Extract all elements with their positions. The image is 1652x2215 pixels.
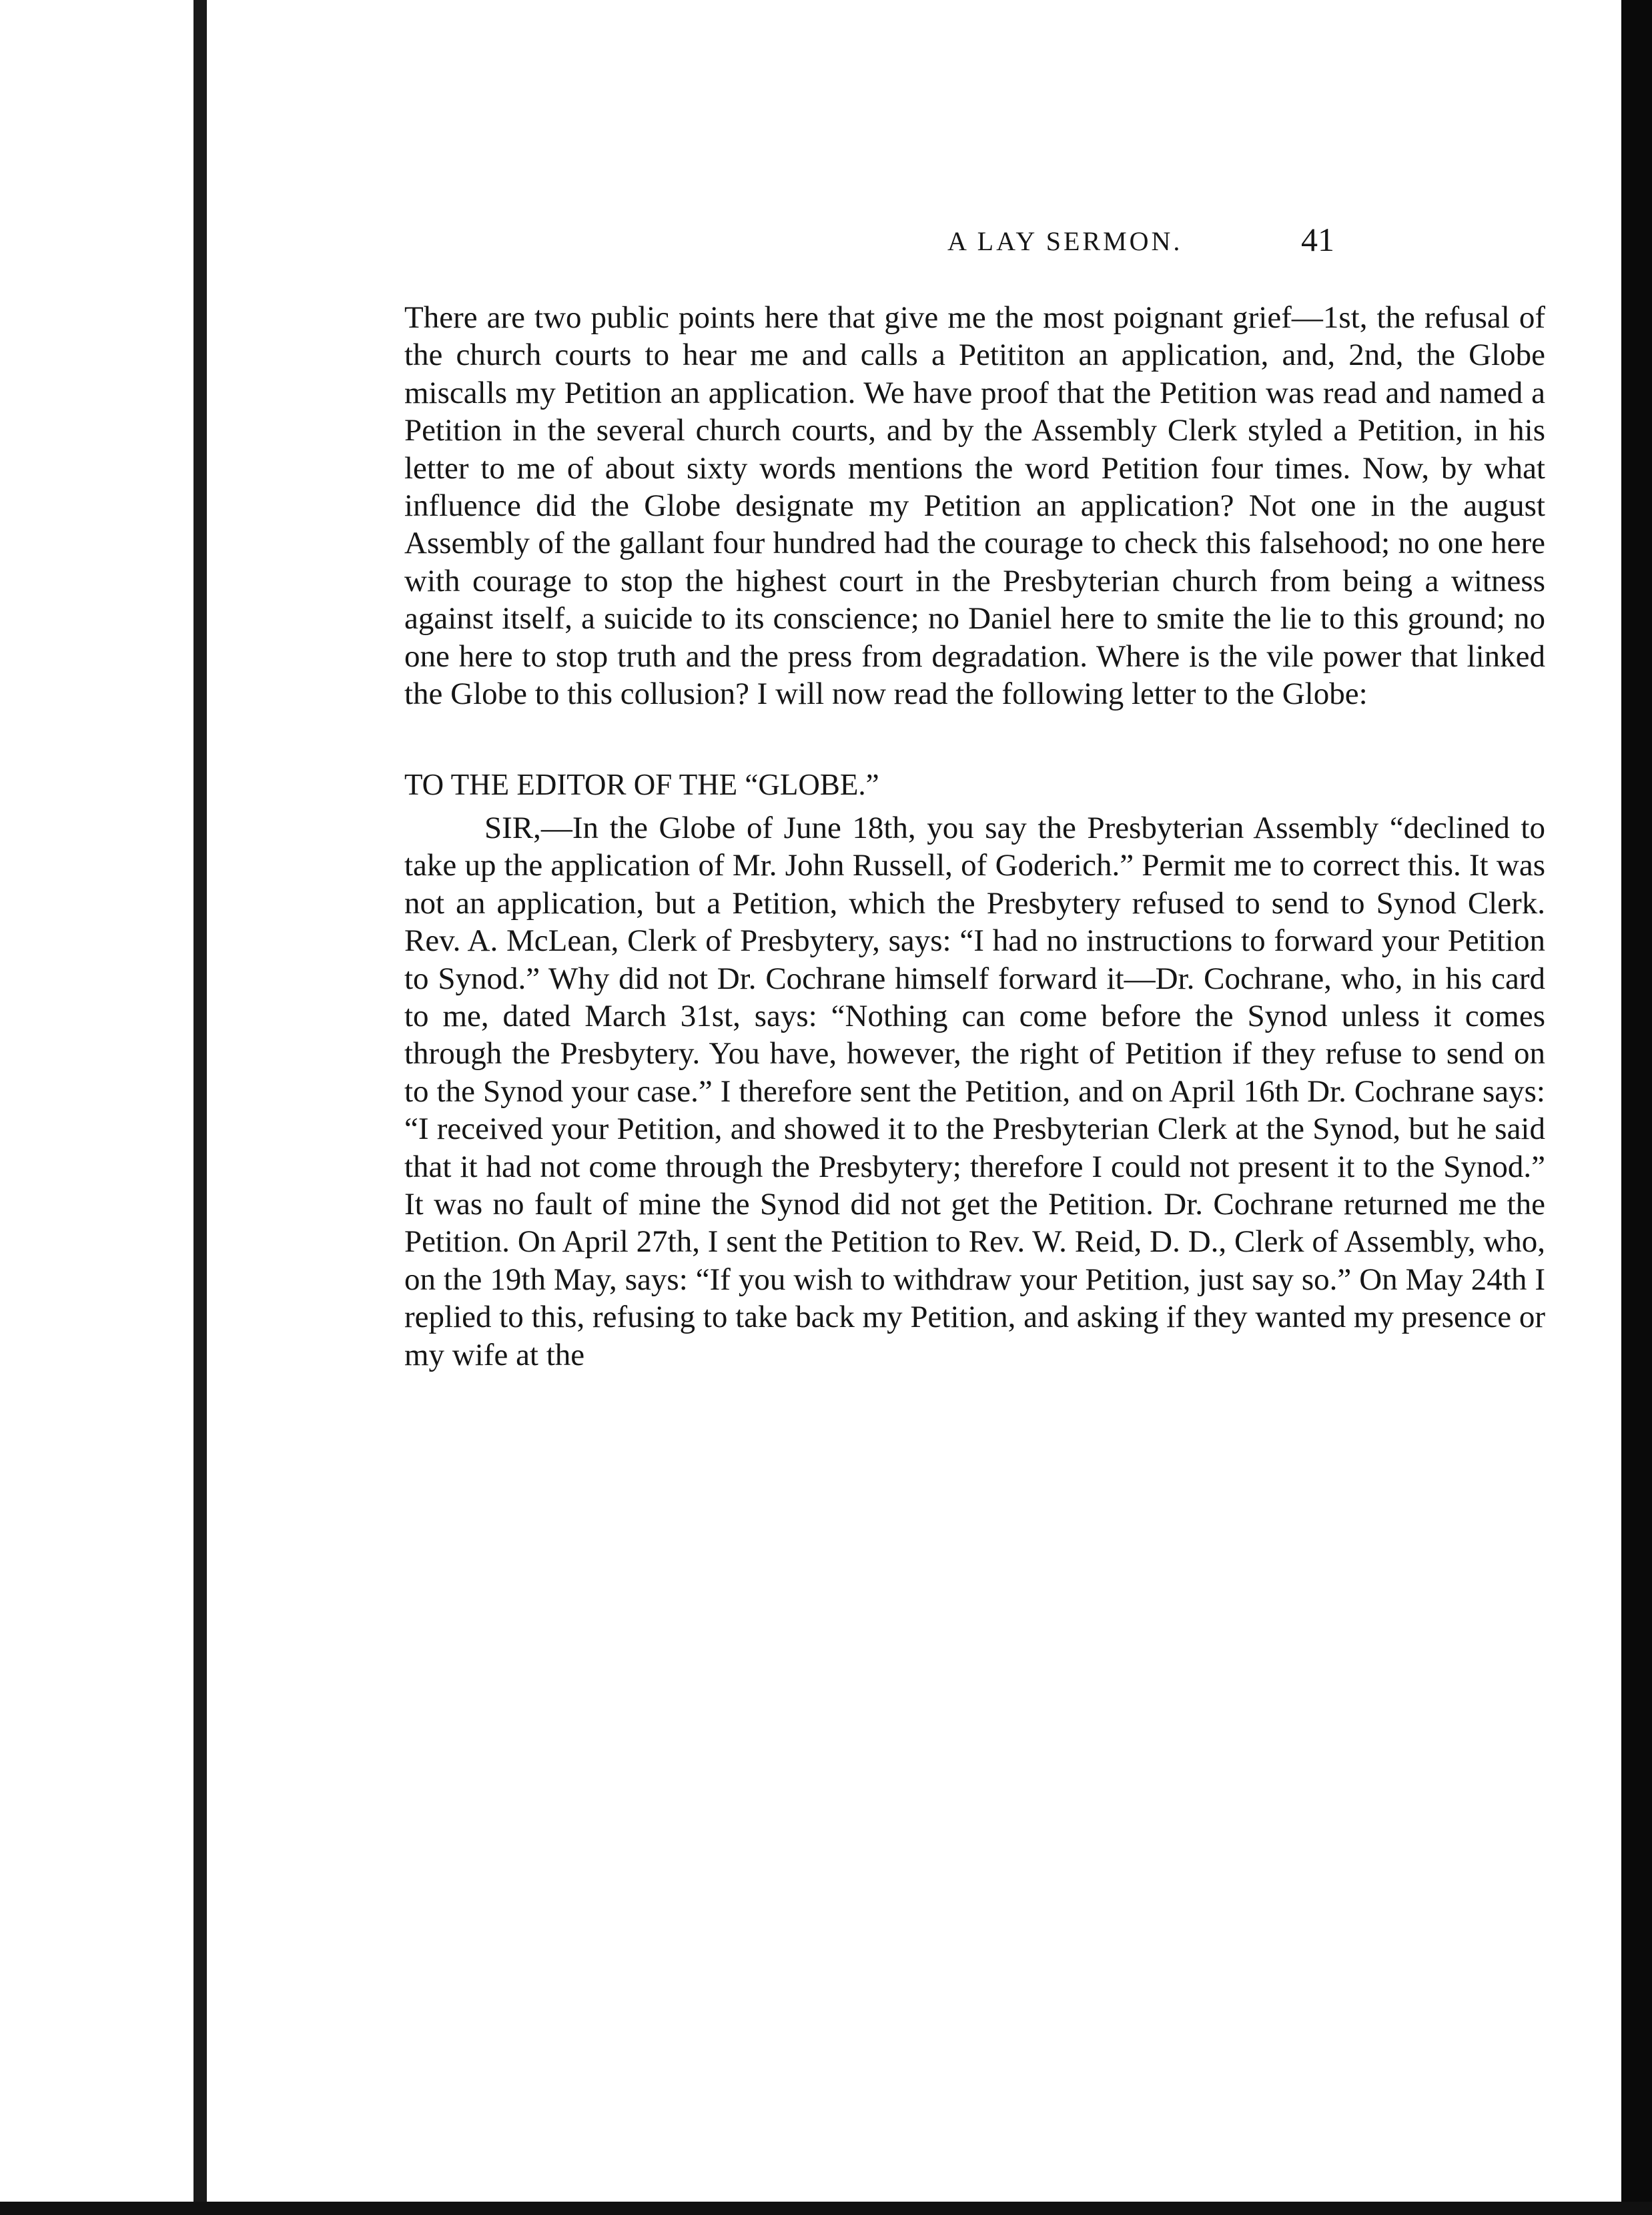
book-gutter bbox=[193, 0, 207, 2215]
scan-right-edge bbox=[1621, 0, 1652, 2215]
letter-heading: TO THE EDITOR OF THE “GLOBE.” bbox=[404, 768, 879, 802]
page-header bbox=[207, 221, 1621, 266]
paragraph: There are two public points here that give me the most poignant grief—1st, the refusal of the church courts to hear me and calls a Petititon an application, and, 2nd, the Globe miscalls my Petition an application. We have proof that the Petition was read and named a Petition in the several church courts, and by the Assembly Clerk styled a Petition, in his letter to me of about sixty words mentions the word Petition four times. Now, by what influence did the Globe designate my Petition an application? Not one in the august Assembly of the gallant four hundred had the courage to check this falsehood; no one here with courage to stop the highest court in the Presbyterian church from being a witness against itself, a suicide to its conscience; no Daniel here to smite the lie to this ground; no one here to stop truth and the press from degradation. Where is the vile power that linked the Globe to this collusion? I will now read the following letter to the Globe: bbox=[404, 300, 1545, 712]
scan-bottom-edge bbox=[0, 2202, 1652, 2215]
letter-paragraph: SIR,—In the Globe of June 18th, you say the Presbyterian Assembly “declined to take up the application of Mr. John Russell, of Goderich.” Permit me to correct this. It was not an application, but a Petition, which the Presbytery refused to send to Synod Clerk. Rev. A. McLean, Clerk of Presbytery, says: “I had no instructions to forward your Petition to Synod.” Why did not Dr. Cochrane himself forward it—Dr. Cochrane, who, in his card to me, dated March 31st, says: “Nothing can come before the Synod unless it comes through the Presbytery. You have, however, the right of Petition if they refuse to send on to the Synod your case.” I therefore sent the Petition, and on April 16th Dr. Cochrane says: “I received your Petition, and showed it to the Presbyterian Clerk at the Synod, but he said that it had not come through the Presbytery; therefore I could not present it to the Synod.” It was no fault of mine the Synod did not get the Petition. Dr. Cochrane returned me the Petition. On April 27th, I sent the Petition to Rev. W. Reid, D. D., Clerk of Assembly, who, on the 19th May, says: “If you wish to withdraw your Petition, just say so.” On May 24th I replied to this, refusing to take back my Petition, and asking if they wanted my presence or my wife at the bbox=[404, 810, 1545, 1372]
book-page bbox=[207, 0, 1621, 2215]
facing-page-margin bbox=[0, 0, 193, 2215]
page-number: 41 bbox=[1301, 221, 1334, 258]
running-head: A LAY SERMON. bbox=[947, 226, 1183, 256]
body-text bbox=[404, 299, 1545, 1374]
